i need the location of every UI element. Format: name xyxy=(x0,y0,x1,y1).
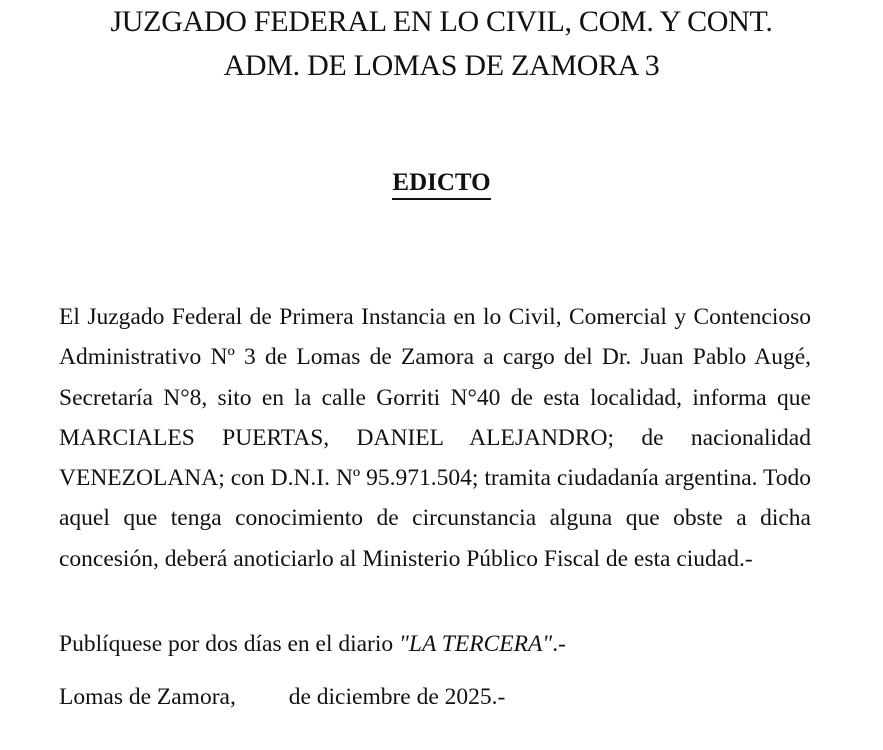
dateline-place: Lomas de Zamora, xyxy=(59,684,236,710)
document-title xyxy=(0,166,883,200)
publication-prefix: Publíquese por dos días en el diario xyxy=(59,631,400,657)
dateline-gap xyxy=(236,684,289,710)
dateline-date: de diciembre de 2025.- xyxy=(288,684,506,710)
edict-body-paragraph: El Juzgado Federal de Primera Instancia en lo Civil, Comercial y Contencioso Administrativo Nº 3 de Lomas de Zamora a cargo del Dr. Juan Pablo Augé, Secretaría N°8, sito en la calle Gorriti N°40 de esta localidad, informa que MARCIALES PUERTAS, DANIEL ALEJANDRO; de nacionalidad VENEZOLANA; con D.N.I. Nº 95.971.504; tramita ciudadanía argentina. Todo aquel que tenga conocimiento de circunstancia alguna que obste a dicha concesión, deberá anoticiarlo al Ministerio Público Fiscal de esta ciudad.- xyxy=(59,304,811,572)
court-name-line-1: JUZGADO FEDERAL EN LO CIVIL, COM. Y CONT. xyxy=(110,5,773,38)
document-title-text: EDICTO xyxy=(392,168,490,200)
dateline xyxy=(59,679,505,715)
court-name-line-2: ADM. DE LOMAS DE ZAMORA 3 xyxy=(223,49,660,82)
publication-notice xyxy=(59,626,566,662)
publication-suffix: .- xyxy=(552,631,566,657)
newspaper-name: "LA TERCERA" xyxy=(399,631,553,657)
